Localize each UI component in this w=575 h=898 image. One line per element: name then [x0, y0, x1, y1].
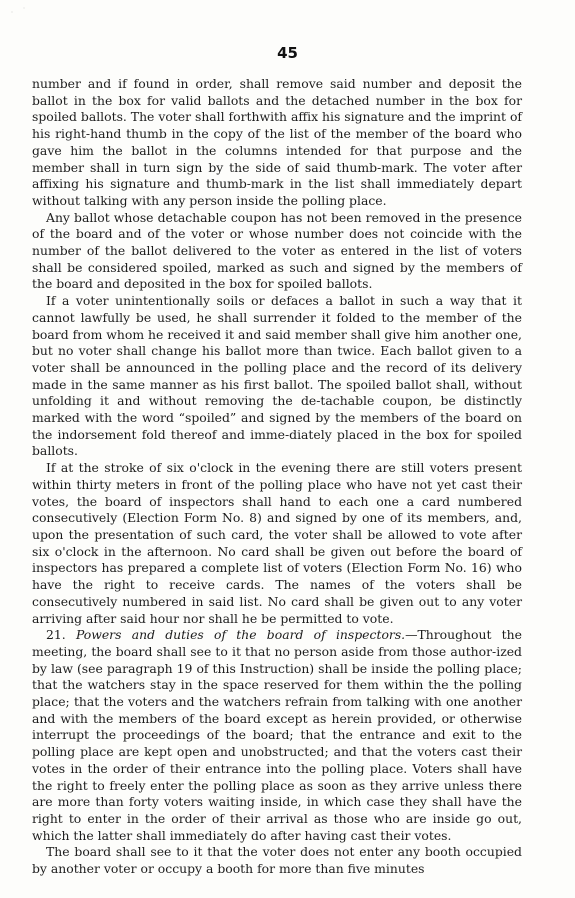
- section-number: 21.: [46, 627, 66, 643]
- paragraph-4: If at the stroke of six o'clock in the evening there are still voters present within thirty meters in front of the polling place who have not yet cast their votes, the board of inspectors shall hand to each one a card numbered consecutively (Election Form No. 8) and signed by one of its members, and, upon the presentation of such card, the voter shall be allowed to vote after six o'clock in the afternoon. No card shall be given out before the board of inspectors has prepared a complete list of voters (Election Form No. 16) who have the right to receive cards. The names of the voters shall be consecutively numbered in said list. No card shall be given out to any voter arriving after said hour nor shall he be permitted to vote.: [32, 460, 522, 626]
- paragraph-3: If a voter unintentionally soils or defaces a ballot in such a way that it cannot lawfully be used, he shall surrender it folded to the member of the board from whom he received it and said member shall give him another one, but no voter shall change his ballot more than twice. Each ballot given to a voter shall be announced in the polling place and the record of its delivery made in the same manner as his first ballot. The spoiled ballot shall, without unfolding it and without removing the de-tachable coupon, be distinctly marked with the word “spoiled” and signed by the members of the board on the indorsement fold thereof and imme-diately placed in the box for spoiled ballots.: [32, 293, 522, 459]
- paragraph-1: number and if found in order, shall remove said number and deposit the ballot in the box for valid ballots and the detached number in the box for spoiled ballots. The voter shall forthwith affix his signature and the imprint of his right-hand thumb in the copy of the list of the member of the board who gave him the ballot in the columns intended for that purpose and the member shall in turn sign by the side of said thumb-mark. The voter after affixing his signature and thumb-mark in the list shall immediately depart without talking with any person inside the polling place.: [32, 76, 522, 208]
- paragraph-5-text: —Throughout the meeting, the board shall see to it that no person aside from those author-ized by law (see paragraph 19 of this Instruction) shall be inside the polling place; that the watchers stay in the space reserved for them within the the polling place; that the voters and the watchers refrain from talking with one another and with the members of the board except as herein provided, or otherwise interrupt the proceedings of the board; that the entrance and exit to the polling place are kept open and unobstructed; and that the voters cast their votes in the order of their entrance into the polling place. Voters shall have the right to freely enter the polling place as soon as they arrive unless there are more than forty voters waiting inside, in which case they shall have the right to enter in the order of their arrival as those who are inside go out, which the latter shall immediately do after having cast their votes.: [32, 627, 522, 843]
- paragraph-6: The board shall see to it that the voter does not enter any booth occupied by another voter or occupy a booth for more than five minutes: [32, 844, 522, 877]
- scan-speckle: [0, 0, 40, 40]
- paragraph-5: [32, 627, 522, 844]
- page-number: 45: [277, 44, 298, 62]
- paragraph-2: Any ballot whose detachable coupon has not been removed in the presence of the board and of the voter or whose number does not coincide with the number of the ballot delivered to the voter as entered in the list of voters shall be considered spoiled, marked as such and signed by the members of the board and deposited in the box for spoiled ballots.: [32, 209, 522, 292]
- section-heading: Powers and duties of the board of inspectors.: [75, 627, 406, 643]
- body-text: [32, 76, 522, 878]
